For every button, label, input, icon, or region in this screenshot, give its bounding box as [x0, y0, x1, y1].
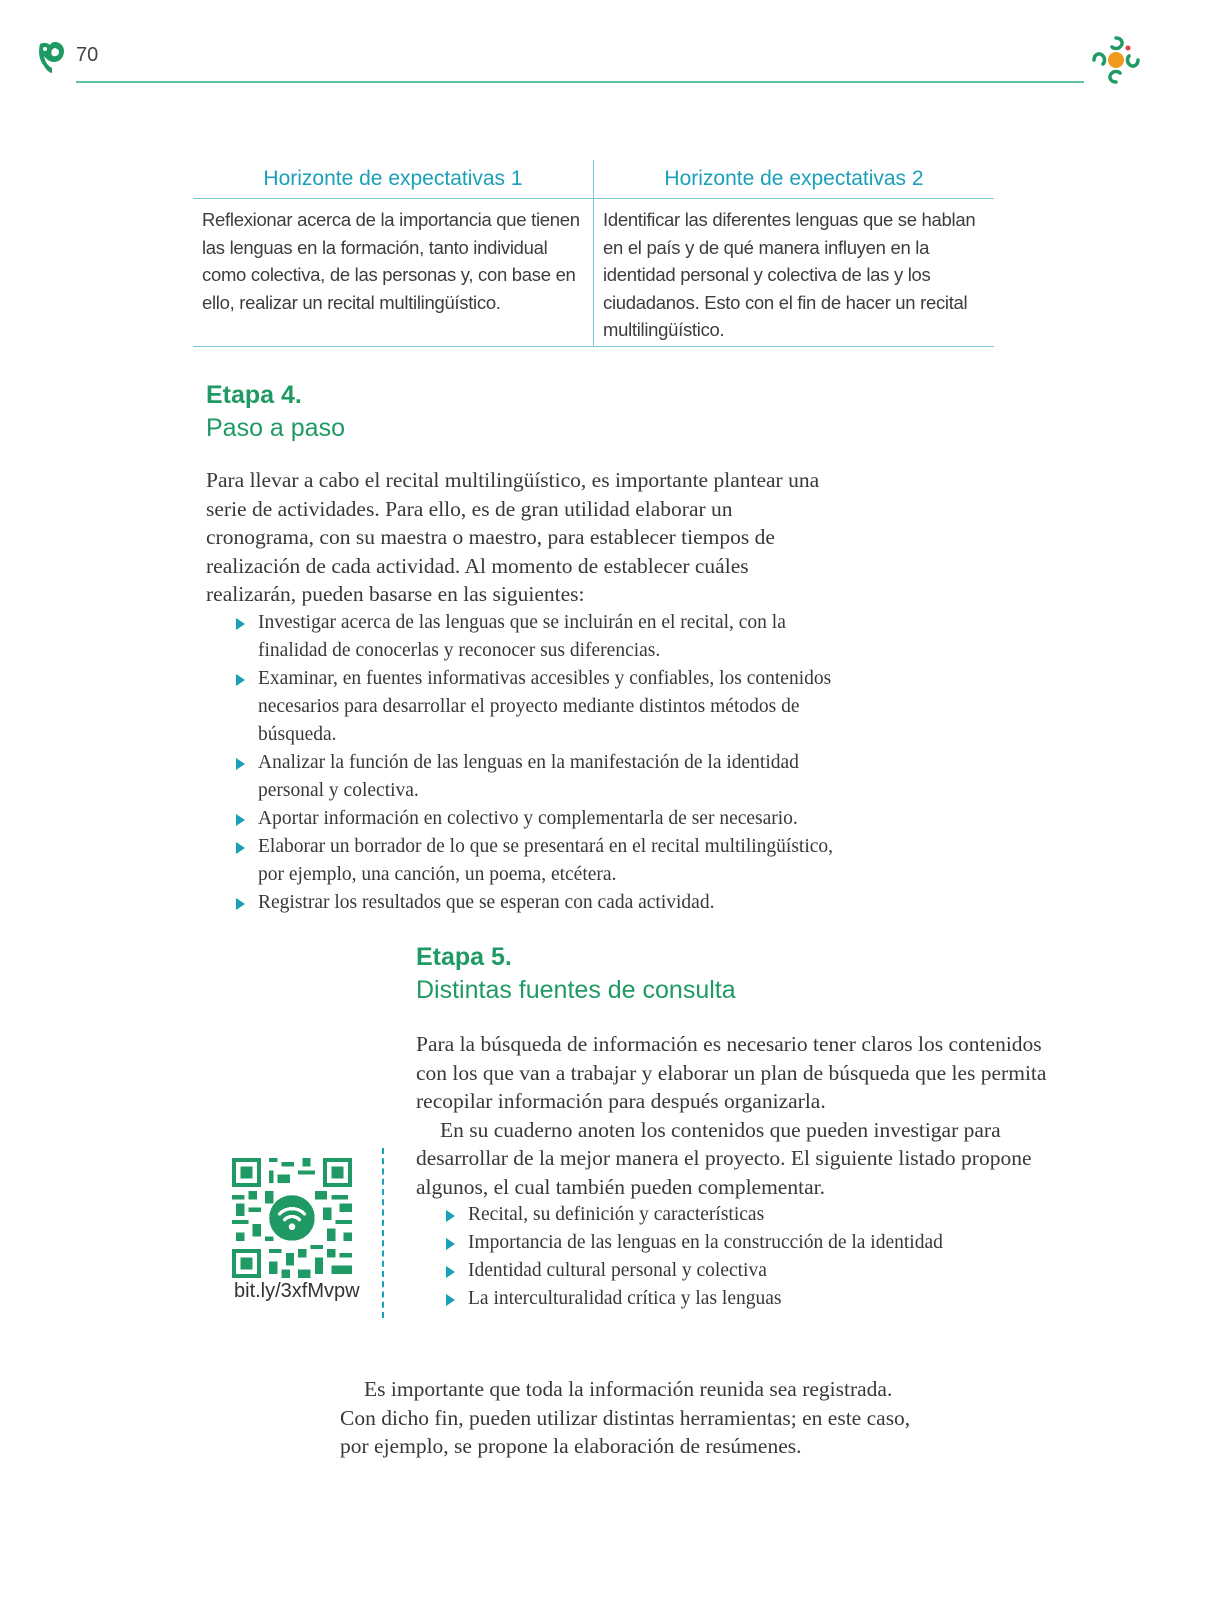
- list-item: Analizar la función de las lenguas en la manifestación de la identidad personal y colectiva.: [258, 749, 858, 805]
- stage-5-paragraph-2: En su cuaderno anoten los contenidos que pueden investigar para desarrollar de la mejor manera el proyecto. El siguiente listado propone algunos, el cual también pueden complementar.: [416, 1117, 1032, 1199]
- stage-4-body: [206, 466, 836, 917]
- expectations-table: [193, 160, 994, 347]
- table-cell-2: Identificar las diferentes lenguas que se hablan en el país y de qué manera influyen en la identidad personal y colectiva de las y los ciudadanos. Esto con el fin de hacer un recital multilingüístico.: [594, 199, 995, 347]
- stage-4-intro: Para llevar a cabo el recital multilingüístico, es importante plantear una serie de actividades. Para ello, es de gran utilidad elaborar un cronograma, con su maestra o maestro, para establecer tiempos de realización de cada actividad. Al momento de establecer cuáles realizarán, pueden basarse en las siguientes:: [206, 468, 820, 606]
- list-item: Examinar, en fuentes informativas accesibles y confiables, los contenidos necesarios para desarrollar el proyecto mediante distintos métodos de búsqueda.: [258, 665, 858, 749]
- list-item: Aportar información en colectivo y complementarla de ser necesario.: [258, 805, 858, 833]
- colorful-circle-emblem-icon: [1090, 34, 1142, 86]
- stage-5-body: [416, 1030, 1061, 1313]
- list-item: Importancia de las lenguas en la construcción de la identidad: [468, 1229, 1061, 1257]
- green-leaf-logo-icon: [36, 40, 66, 74]
- stage-5-number: Etapa 5.: [416, 943, 512, 971]
- stage-5-heading: [416, 941, 736, 1007]
- page-number: 70: [76, 44, 99, 66]
- qr-link[interactable]: bit.ly/3xfMvpw: [234, 1280, 360, 1302]
- list-item: Investigar acerca de las lenguas que se incluirán en el recital, con la finalidad de conocerlas y reconocer sus diferencias.: [258, 609, 858, 665]
- table-cell-1: Reflexionar acerca de la importancia que tienen las lenguas en la formación, tanto individual como colectiva, de las personas y, con base en ello, realizar un recital multilingüístico.: [193, 199, 594, 347]
- stage-4-title: Paso a paso: [206, 414, 345, 442]
- list-item: Identidad cultural personal y colectiva: [468, 1257, 1061, 1285]
- stage-5-title: Distintas fuentes de consulta: [416, 976, 736, 1004]
- list-item: La interculturalidad crítica y las lenguas: [468, 1285, 1061, 1313]
- stage-4-heading: [206, 379, 345, 445]
- stage-4-number: Etapa 4.: [206, 381, 302, 409]
- closing-paragraph: Es importante que toda la información reunida sea registrada. Con dicho fin, pueden utilizar distintas herramientas; en este caso, por ejemplo, se propone la elaboración de resúmenes.: [340, 1377, 911, 1458]
- table-header-1: Horizonte de expectativas 1: [193, 160, 594, 199]
- stage-5-paragraph-1: Para la búsqueda de información es necesario tener claros los contenidos con los que van a trabajar y elaborar un plan de búsqueda que les permita recopilar información para después organizarla.: [416, 1032, 1047, 1113]
- stage-4-list: [206, 609, 858, 917]
- list-item: Registrar los resultados que se esperan con cada actividad.: [258, 889, 858, 917]
- qr-code-icon[interactable]: [232, 1158, 352, 1278]
- list-item: Recital, su definición y características: [468, 1201, 1061, 1229]
- qr-divider: [382, 1148, 384, 1318]
- list-item: Elaborar un borrador de lo que se presentará en el recital multilingüístico, por ejemplo, una canción, un poema, etcétera.: [258, 833, 858, 889]
- closing-body: [340, 1375, 925, 1461]
- header-rule: [76, 81, 1084, 83]
- stage-5-list: [416, 1201, 1061, 1313]
- table-header-2: Horizonte de expectativas 2: [594, 160, 995, 199]
